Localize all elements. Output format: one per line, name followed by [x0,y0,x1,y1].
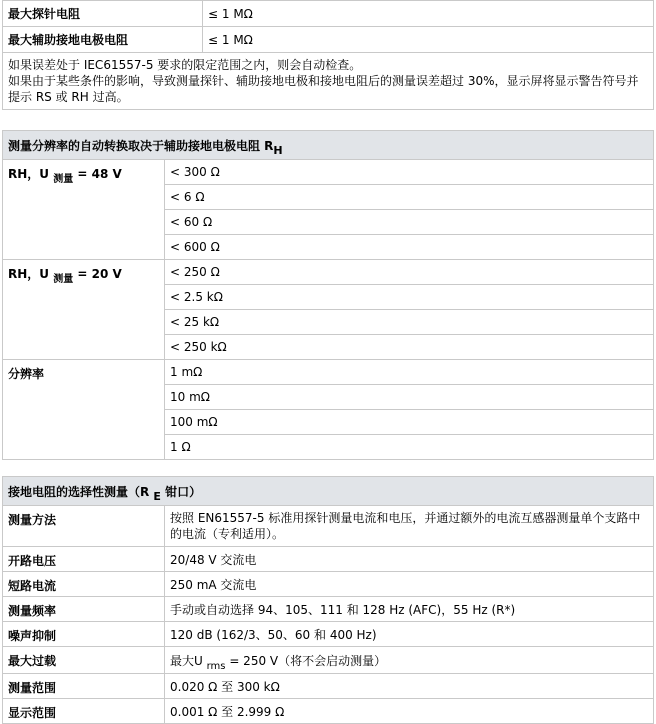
note-line: 如果由于某些条件的影响，导致测量探针、辅助接地电极和接地电阻后的测量误差超过 30%，显示屏将显示警告符号并提示 RS 或 RH 过高。 [8,74,639,104]
note-line: 如果误差处于 IEC61557-5 要求的限定范围之内，则会自动检查。 [8,58,362,72]
row-value: 0.001 Ω 至 2.999 Ω [165,699,654,724]
section-title-subscript: H [273,143,283,157]
row-label: 测量频率 [3,597,165,622]
table-row [3,53,654,110]
section-header-row [3,131,654,160]
table-row [3,647,654,674]
table-row [3,506,654,547]
table-row [3,597,654,622]
row-label: 显示范围 [3,699,165,724]
row-label: 测量方法 [3,506,165,547]
probe-resistance-table [2,0,654,110]
table-row [3,699,654,724]
group-value: < 25 kΩ [165,310,654,335]
note-cell [3,53,654,110]
row-value: ≤ 1 MΩ [203,27,654,53]
group-label: RH，U $_{测量}$ = 48 V [3,160,165,260]
row-label: 测量范围 [3,674,165,699]
row-label: 短路电流 [3,572,165,597]
group-value: 10 mΩ [165,385,654,410]
row-value: ≤ 1 MΩ [203,1,654,27]
group-value: < 60 Ω [165,210,654,235]
resolution-table [2,130,654,460]
row-label: 最大过载 [3,647,165,674]
table-row [3,360,654,385]
row-value: 手动或自动选择 94、105、111 和 128 Hz (AFC)，55 Hz (R*) [165,597,654,622]
section-title-text: 测量分辨率的自动转换取决于辅助接地电极电阻 R [8,138,274,153]
table-row [3,674,654,699]
section-title: 接地电阻的选择性测量（R E 钳口） [3,477,654,506]
row-label: 开路电压 [3,547,165,572]
group-value: < 600 Ω [165,235,654,260]
row-label: 噪声抑制 [3,622,165,647]
selective-measurement-table [2,476,654,724]
row-value: 20/48 V 交流电 [165,547,654,572]
row-value: 按照 EN61557-5 标准用探针测量电流和电压，并通过额外的电流互感器测量单个支路中的电流（专利适用）。 [165,506,654,547]
row-value: 120 dB (162/3、50、60 和 400 Hz) [165,622,654,647]
table-row [3,1,654,27]
table-row [3,27,654,53]
table-row [3,260,654,285]
group-label: RH，U $_{测量}$ = 20 V [3,260,165,360]
group-value: < 2.5 kΩ [165,285,654,310]
group-value: < 250 kΩ [165,335,654,360]
section-header-row [3,477,654,506]
group-value: 1 Ω [165,435,654,460]
table-row [3,547,654,572]
group-value: < 250 Ω [165,260,654,285]
group-label: 分辨率 [3,360,165,460]
group-value: 100 mΩ [165,410,654,435]
table-row [3,572,654,597]
group-value: 1 mΩ [165,360,654,385]
row-value: 250 mA 交流电 [165,572,654,597]
row-label: 最大探针电阻 [3,1,203,27]
row-label: 最大辅助接地电极电阻 [3,27,203,53]
table-row [3,622,654,647]
group-value: < 300 Ω [165,160,654,185]
table-row [3,160,654,185]
section-title [3,131,654,160]
group-value: < 6 Ω [165,185,654,210]
row-value: 0.020 Ω 至 300 kΩ [165,674,654,699]
row-value: 最大U $_{rms}$ = 250 V（将不会启动测量） [165,647,654,674]
